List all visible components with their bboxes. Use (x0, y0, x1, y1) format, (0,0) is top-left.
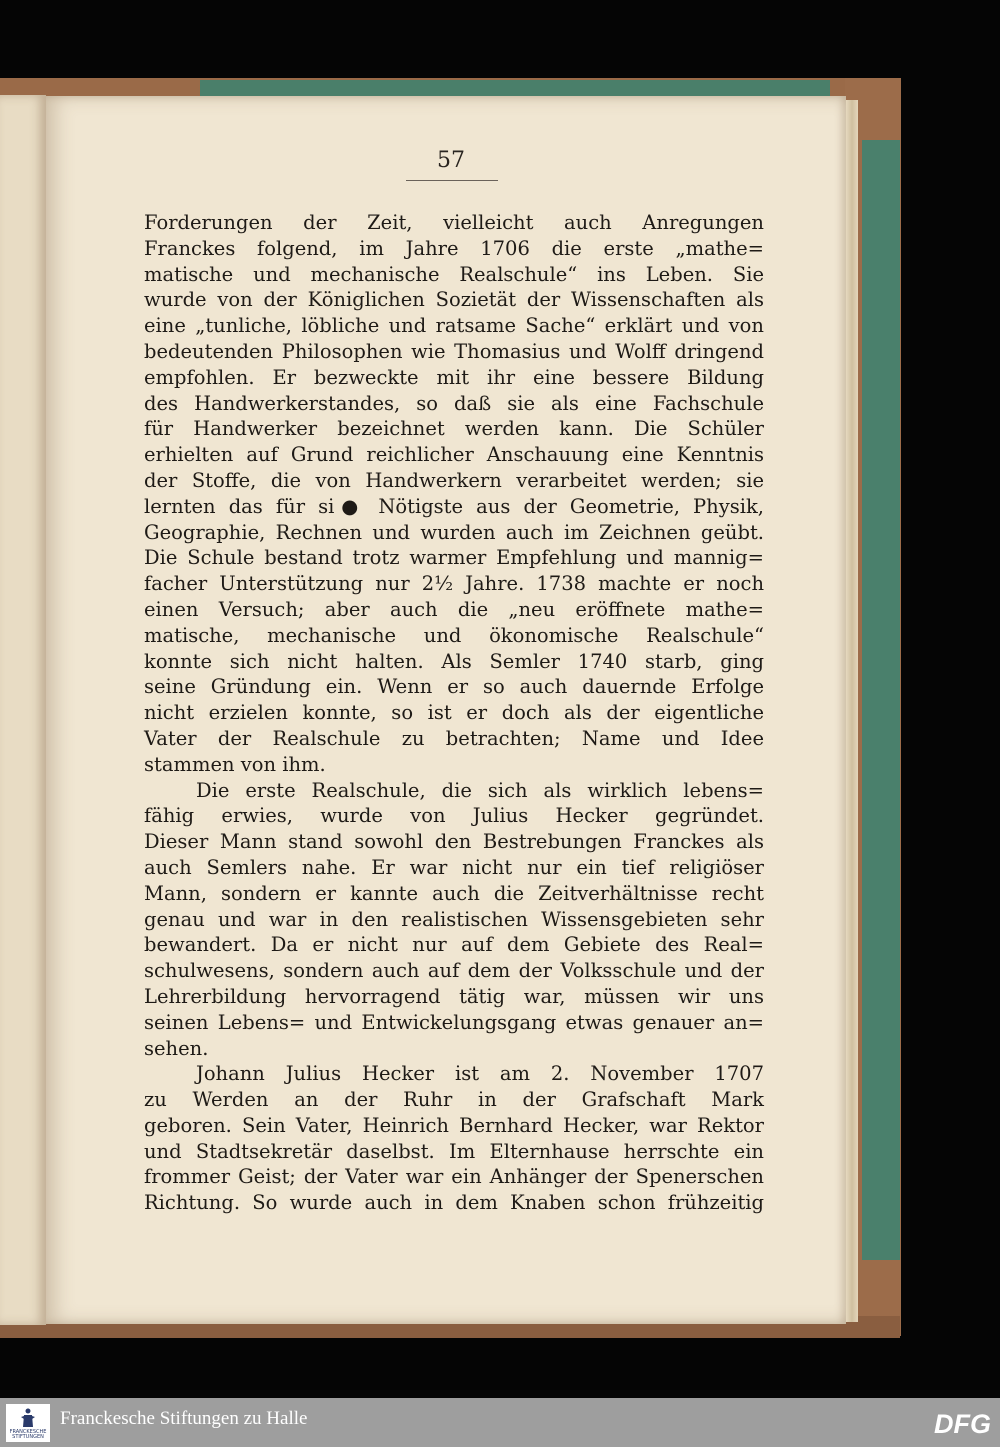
text-line: Die erste Realschule, die sich als wirklich lebens= (196, 778, 764, 802)
footer-bar (0, 1398, 1000, 1447)
page-number: 57 (437, 148, 465, 173)
text-line: matische und mechanische Realschule“ ins Leben. Sie (144, 262, 764, 286)
text-line: geboren. Sein Vater, Heinrich Bernhard Hecker, war Rektor (144, 1113, 764, 1137)
institution-name[interactable]: Franckesche Stiftungen zu Halle (60, 1408, 308, 1429)
text-line: nicht erzielen konnte, so ist er doch als der eigentliche (144, 701, 764, 725)
text-line: der Stoffe, die von Handwerkern verarbeitet werden; sie (144, 468, 764, 492)
text-line: eine „tunliche, löbliche und ratsame Sache“ erklärt und von (144, 314, 764, 338)
book-page (46, 96, 846, 1324)
text-line: für Handwerker bezeichnet werden kann. Die Schüler (144, 417, 764, 441)
text-line: bewandert. Da er nicht nur auf dem Gebiete des Real= (144, 933, 764, 957)
text-line: erhielten auf Grund reichlicher Anschauung eine Kenntnis (144, 443, 764, 467)
text-line: bedeutenden Philosophen wie Thomasius und Wolff dringend (144, 339, 764, 363)
page-stack-edge (846, 100, 858, 1322)
dfg-logo[interactable] (934, 1405, 992, 1441)
logo-caption: FRANCKESCHE STIFTUNGEN (9, 1429, 47, 1440)
text-line: zu Werden an der Ruhr in der Grafschaft Mark (144, 1088, 764, 1112)
orphan-figure-icon (20, 1408, 36, 1428)
text-line: Johann Julius Hecker ist am 2. November 1707 (196, 1062, 764, 1086)
text-line: frommer Geist; der Vater war ein Anhänger der Spenerschen (144, 1165, 764, 1189)
text-line: konnte sich nicht halten. Als Semler 1740 starb, ging (144, 649, 764, 673)
text-line: sehen. (144, 1036, 209, 1060)
text-line: Vater der Realschule zu betrachten; Name und Idee (144, 726, 764, 750)
text-line: Franckes folgend, im Jahre 1706 die erste „mathe= (144, 236, 764, 260)
text-line: stammen von ihm. (144, 752, 326, 776)
text-line: Lehrerbildung hervorragend tätig war, müssen wir uns (144, 984, 764, 1008)
text-line: und Stadtsekretär daselbst. Im Elternhause herrschte ein (144, 1139, 764, 1163)
facing-page-edge (0, 95, 46, 1325)
dfg-logo-text: DFG (934, 1409, 991, 1439)
text-line: einen Versuch; aber auch die „neu eröffnete mathe= (144, 597, 764, 621)
text-line: Richtung. So wurde auch in dem Knaben schon frühzeitig (144, 1191, 764, 1215)
text-line: Dieser Mann stand sowohl den Bestrebungen Franckes als (144, 830, 764, 854)
cover-green-right (862, 140, 900, 1260)
text-line: lernten das für si● Nötigste aus der Geometrie, Physik, (144, 494, 764, 518)
text-line: facher Unterstützung nur 2½ Jahre. 1738 machte er noch (144, 572, 764, 596)
text-line: empfohlen. Er bezweckte mit ihr eine bessere Bildung (144, 365, 764, 389)
body-text (144, 210, 764, 1216)
text-line: Forderungen der Zeit, vielleicht auch Anregungen (144, 211, 764, 234)
text-line: Geographie, Rechnen und wurden auch im Zeichnen geübt. (144, 520, 764, 544)
text-line: auch Semlers nahe. Er war nicht nur ein tief religiöser (144, 855, 764, 879)
text-line: schulwesens, sondern auch auf dem der Volksschule und der (144, 959, 764, 983)
text-line: seine Gründung ein. Wenn er so auch dauernde Erfolge (144, 675, 764, 699)
text-line: fähig erwies, wurde von Julius Hecker gegründet. (144, 804, 764, 828)
text-line: genau und war in den realistischen Wissensgebieten sehr (144, 907, 764, 931)
text-line: wurde von der Königlichen Sozietät der Wissenschaften als (144, 288, 764, 312)
text-line: des Handwerkerstandes, so daß sie als eine Fachschule (144, 391, 764, 415)
text-line: Die Schule bestand trotz warmer Empfehlung und mannig= (144, 546, 764, 570)
text-line: matische, mechanische und ökonomische Realschule“ (144, 623, 764, 647)
franckesche-stiftungen-logo[interactable] (6, 1404, 50, 1442)
page-number-rule (406, 180, 498, 181)
text-line: Mann, sondern er kannte auch die Zeitverhältnisse recht (144, 881, 764, 905)
text-line: seinen Lebens= und Entwickelungsgang etwas genauer an= (144, 1010, 764, 1034)
